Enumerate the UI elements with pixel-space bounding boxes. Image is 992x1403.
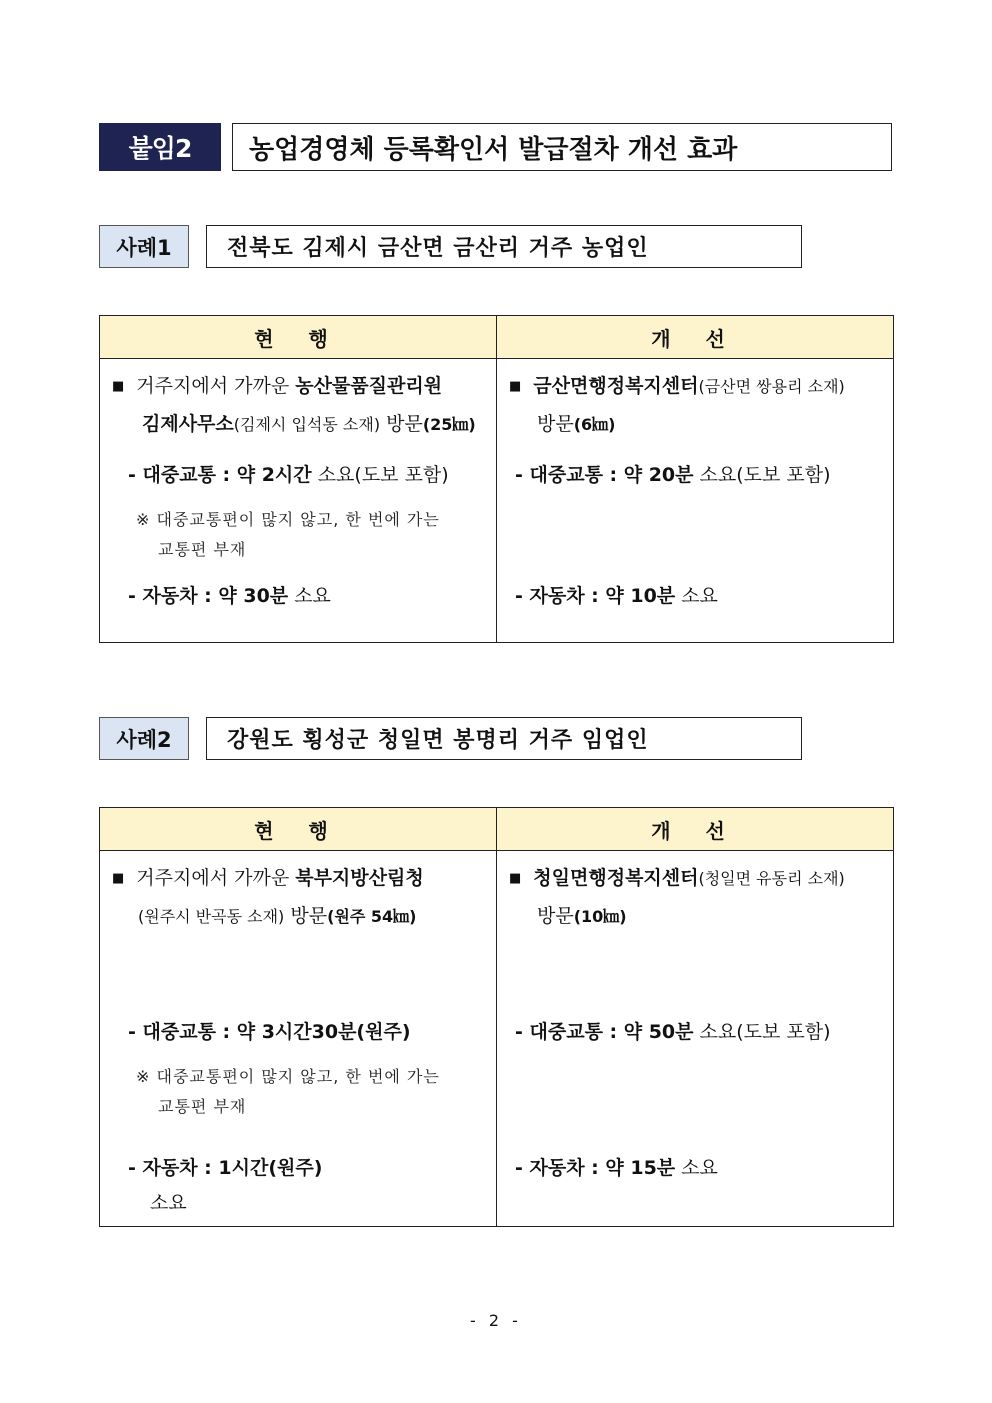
current-transit-note2: 교통편 부재 — [158, 540, 247, 559]
attachment-tag: 붙임2 — [99, 123, 221, 171]
case2-title: 강원도 횡성군 청일면 봉명리 거주 임업인 — [206, 717, 802, 760]
case1-title: 전북도 김제시 금산면 금산리 거주 농업인 — [206, 225, 802, 268]
document-title: 농업경영체 등록확인서 발급절차 개선 효과 — [232, 123, 892, 171]
case1-tag: 사례1 — [99, 225, 189, 268]
current-visit-line: ■ 거주지에서 가까운 농산물품질관리원 — [112, 375, 443, 397]
case2-current-cell — [100, 851, 497, 1227]
case2-tag: 사례2 — [99, 717, 189, 760]
current-visit-line2: 김제사무소(김제시 입석동 소재) 방문(25㎞) — [142, 413, 476, 435]
current-car-line: - 자동차 : 1시간(원주) — [128, 1157, 323, 1179]
header-current: 현 행 — [100, 316, 497, 359]
page-number: - 2 - — [470, 1311, 522, 1330]
improved-visit-line: ■ 금산면행정복지센터(금산면 쌍용리 소재) — [509, 375, 845, 397]
improved-transit-line: - 대중교통 : 약 20분 소요(도보 포함) — [515, 464, 831, 486]
case1-improved-cell — [497, 359, 894, 643]
improved-car-line: - 자동차 : 약 10분 소요 — [515, 585, 718, 607]
current-car-line2: 소요 — [150, 1192, 187, 1214]
square-bullet-icon: ■ — [112, 379, 125, 394]
square-bullet-icon: ■ — [112, 871, 125, 886]
header-improved: 개 선 — [497, 316, 894, 359]
current-transit-note2: 교통편 부재 — [158, 1097, 247, 1116]
improved-visit-line: ■ 청일면행정복지센터(청일면 유동리 소재) — [509, 867, 845, 889]
square-bullet-icon: ■ — [509, 871, 522, 886]
improved-transit-line: - 대중교통 : 약 50분 소요(도보 포함) — [515, 1021, 831, 1043]
current-transit-line: - 대중교통 : 약 2시간 소요(도보 포함) — [128, 464, 449, 486]
header-improved: 개 선 — [497, 808, 894, 851]
case1-comparison-table — [99, 315, 894, 643]
improved-car-line: - 자동차 : 약 15분 소요 — [515, 1157, 718, 1179]
case1-current-cell — [100, 359, 497, 643]
current-transit-note: ※ 대중교통편이 많지 않고, 한 번에 가는 — [136, 1067, 440, 1086]
current-car-line: - 자동차 : 약 30분 소요 — [128, 585, 331, 607]
improved-visit-line2: 방문(6㎞) — [537, 413, 616, 435]
improved-visit-line2: 방문(10㎞) — [537, 905, 627, 927]
case2-improved-cell — [497, 851, 894, 1227]
current-transit-line: - 대중교통 : 약 3시간30분(원주) — [128, 1021, 411, 1043]
square-bullet-icon: ■ — [509, 379, 522, 394]
current-visit-line: ■ 거주지에서 가까운 북부지방산림청 — [112, 867, 424, 889]
current-visit-line2: (원주시 반곡동 소재) 방문(원주 54㎞) — [138, 905, 417, 927]
header-current: 현 행 — [100, 808, 497, 851]
case2-comparison-table — [99, 807, 894, 1227]
current-transit-note: ※ 대중교통편이 많지 않고, 한 번에 가는 — [136, 510, 440, 529]
